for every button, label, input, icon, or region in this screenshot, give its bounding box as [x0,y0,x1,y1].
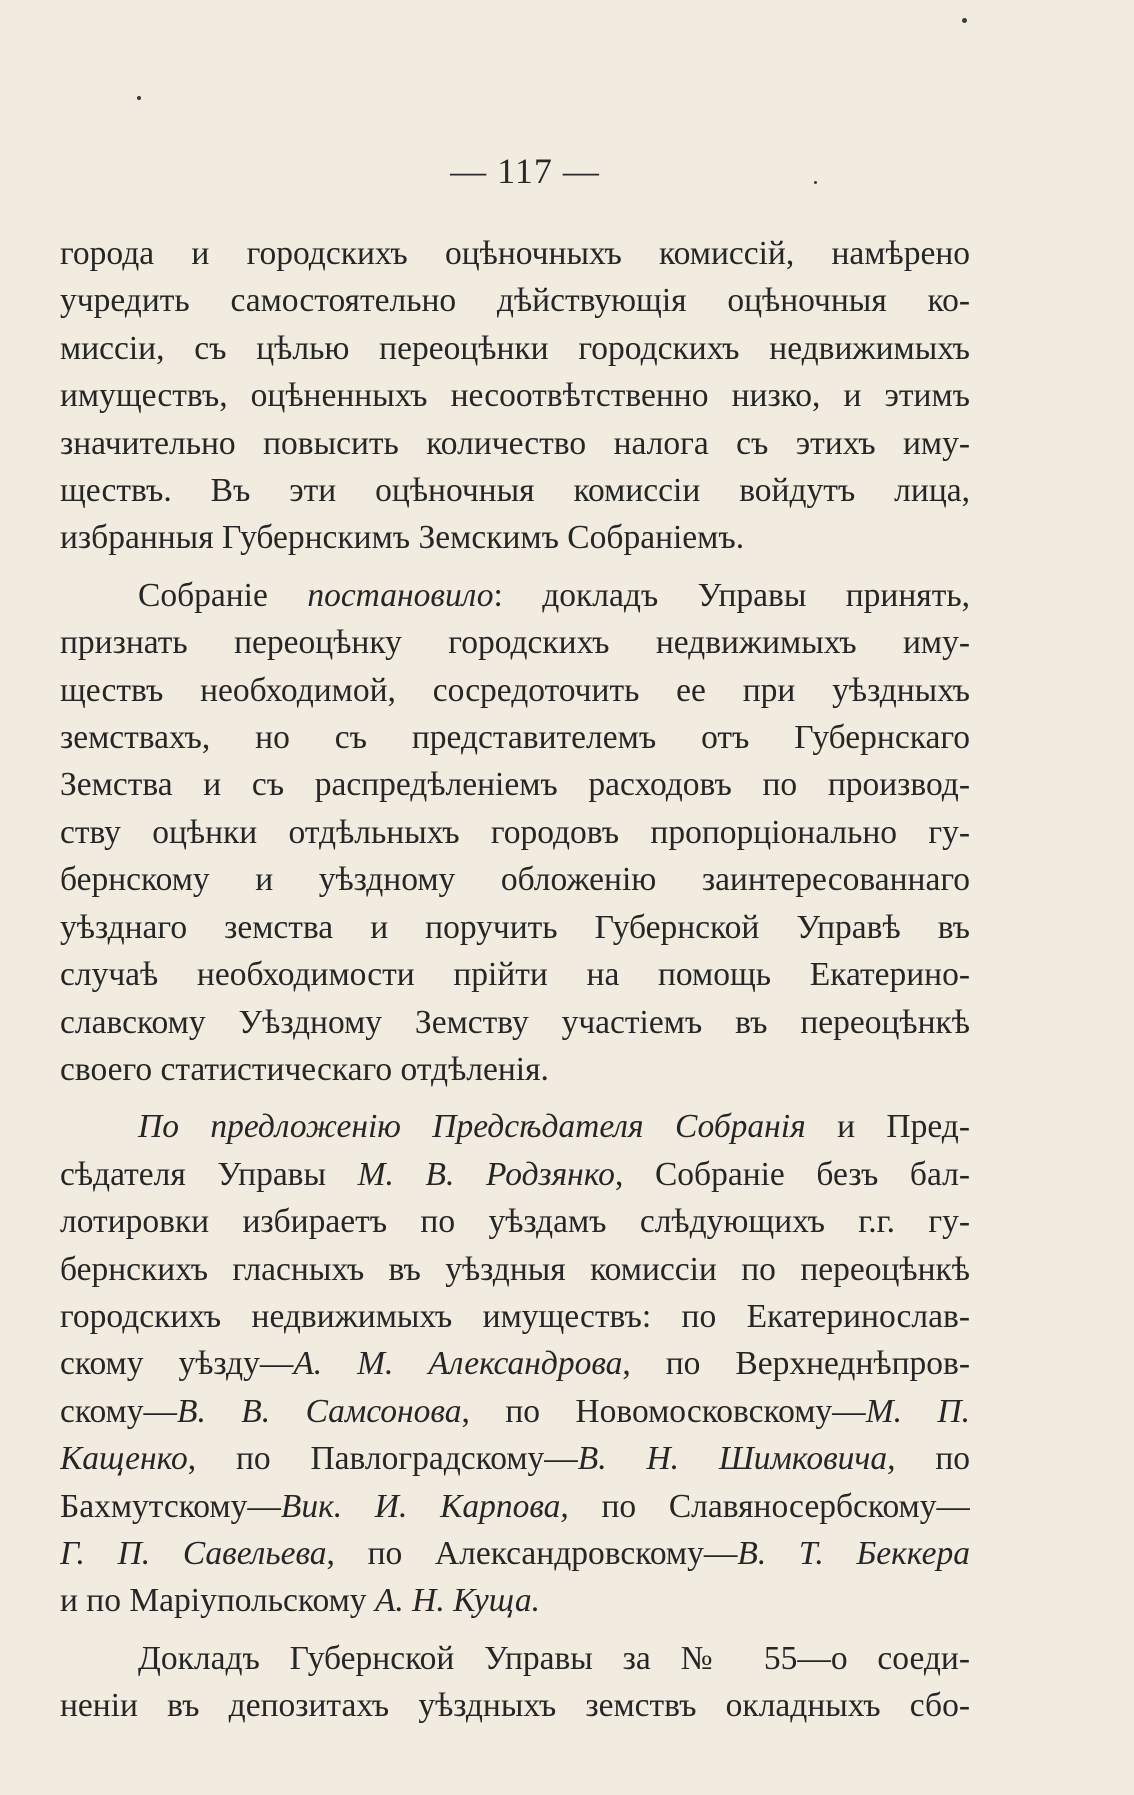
text-line [60,619,970,666]
text-run: Бахмутскому— [60,1487,281,1525]
text-line [60,1046,970,1093]
text-line [60,1530,970,1577]
text-line [60,1682,970,1729]
text-line [60,1435,970,1482]
italic-run: В. Н. Шимковича, [577,1440,896,1478]
text-line [60,761,970,808]
paragraph [60,572,970,1093]
italic-run: А. М. Александрова [293,1345,623,1383]
text-line [60,1198,970,1245]
text-run: и по Маріупольскому [60,1582,375,1620]
text-run: Докладъ Губернской Управы за № 55—о соеди- [138,1639,970,1677]
text-line [60,809,970,856]
text-run: имуществъ, оцѣненныхъ несоотвѣтственно низко, и этимъ [60,377,970,415]
page-number: — 117 — [450,151,600,191]
text-run: лотировки избираетъ по уѣздамъ слѣдующихъ г.г. гу- [60,1203,970,1241]
text-run: неніи въ депозитахъ уѣздныхъ земствъ окладныхъ сбо- [60,1687,970,1725]
text-run: городскихъ недвижимыхъ имуществъ: по Екатеринослав- [60,1297,970,1335]
italic-run: А. Н. Куща. [374,1582,541,1620]
text-run: по Славяносербскому— [568,1487,970,1525]
italic-run: Вик. И. Карпова, [280,1487,569,1525]
text-run: своего статистическаго отдѣленія. [60,1050,549,1088]
italic-run: По предложенію Предсѣдателя Собранія [138,1108,806,1146]
text-line [60,277,970,324]
text-run: сѣдателя Управы [60,1155,358,1193]
text-run: , Собраніе безъ бал- [614,1155,970,1193]
paragraph [60,1103,970,1624]
text-run: славскому Уѣздному Земству участіемъ въ переоцѣнкѣ [60,1003,970,1041]
text-run: , по Александровскому— [326,1534,738,1572]
text-line [60,1151,970,1198]
text-run: и Пред- [805,1108,970,1146]
text-run: признать переоцѣнку городскихъ недвижимыхъ иму- [60,624,970,662]
text-line [60,1103,970,1150]
text-line [60,667,970,714]
italic-run: Кащенко [60,1440,188,1478]
text-run: скому уѣзду— [60,1345,294,1383]
text-run: значительно повысить количество налога съ этихъ иму- [60,424,970,462]
text-run: избранныя Губернскимъ Земскимъ Собраніемъ. [60,519,745,557]
italic-run: В. В. Самсонова [177,1392,462,1430]
italic-run: Г. П. Савельева [60,1534,327,1572]
text-run: Земства и съ распредѣленіемъ расходовъ по производ- [60,766,970,804]
text-line [60,325,970,372]
text-run: бернскому и уѣздному обложенію заинтересованнаго [60,861,970,899]
text-run: бернскихъ гласныхъ въ уѣздныя комиссіи по переоцѣнкѣ [60,1250,970,1288]
text-run: учредить самостоятельно дѣйствующія оцѣночныя ко- [60,282,970,320]
text-line [60,951,970,998]
ink-speck [962,18,967,23]
italic-run: постановило [307,576,494,614]
text-line [60,1340,970,1387]
text-line [60,999,970,1046]
text-run: , по Новомосковскому— [461,1392,866,1430]
text-line [60,1246,970,1293]
text-line [60,856,970,903]
text-line [60,1483,970,1530]
italic-run: М. В. Родзянко [357,1155,615,1193]
text-run: скому— [60,1392,178,1430]
text-run: , по Павлоградскому— [187,1440,578,1478]
text-run: ству оцѣнки отдѣльныхъ городовъ пропорціонально гу- [60,813,970,851]
italic-run: М. П. [865,1392,970,1430]
text-line [60,230,970,277]
text-line [60,1388,970,1435]
text-line [60,572,970,619]
italic-run: В. Т. Беккера [737,1534,970,1572]
paragraph [60,1635,970,1730]
text-run: миссіи, съ цѣлью переоцѣнки городскихъ недвижимыхъ [60,329,970,367]
text-run: , по Верхнеднѣпров- [622,1345,970,1383]
text-line [60,1577,970,1624]
text-line [60,714,970,761]
text-run: по [895,1440,970,1478]
text-run: случаѣ необходимости прійти на помощь Екатерино- [60,956,970,994]
ink-speck [137,96,141,100]
text-run: Собраніе [138,576,308,614]
text-line [60,904,970,951]
text-run: города и городскихъ оцѣночныхъ комиссій, намѣрено [60,235,970,272]
body-text [60,230,970,1740]
text-line [60,420,970,467]
text-run: : докладъ Управы принять, [493,576,970,614]
text-line [60,372,970,419]
text-line [60,514,970,561]
text-run: ществъ необходимой, сосредоточить ее при уѣздныхъ [60,671,970,709]
text-run: ществъ. Въ эти оцѣночныя комиссіи войдутъ лица, [60,472,970,510]
text-line [60,1293,970,1340]
paragraph [60,230,970,562]
text-line [60,1635,970,1682]
text-run: земствахъ, но съ представителемъ отъ Губернскаго [60,719,970,757]
text-line [60,467,970,514]
text-run: уѣзднаго земства и поручить Губернской Управѣ въ [60,908,970,946]
